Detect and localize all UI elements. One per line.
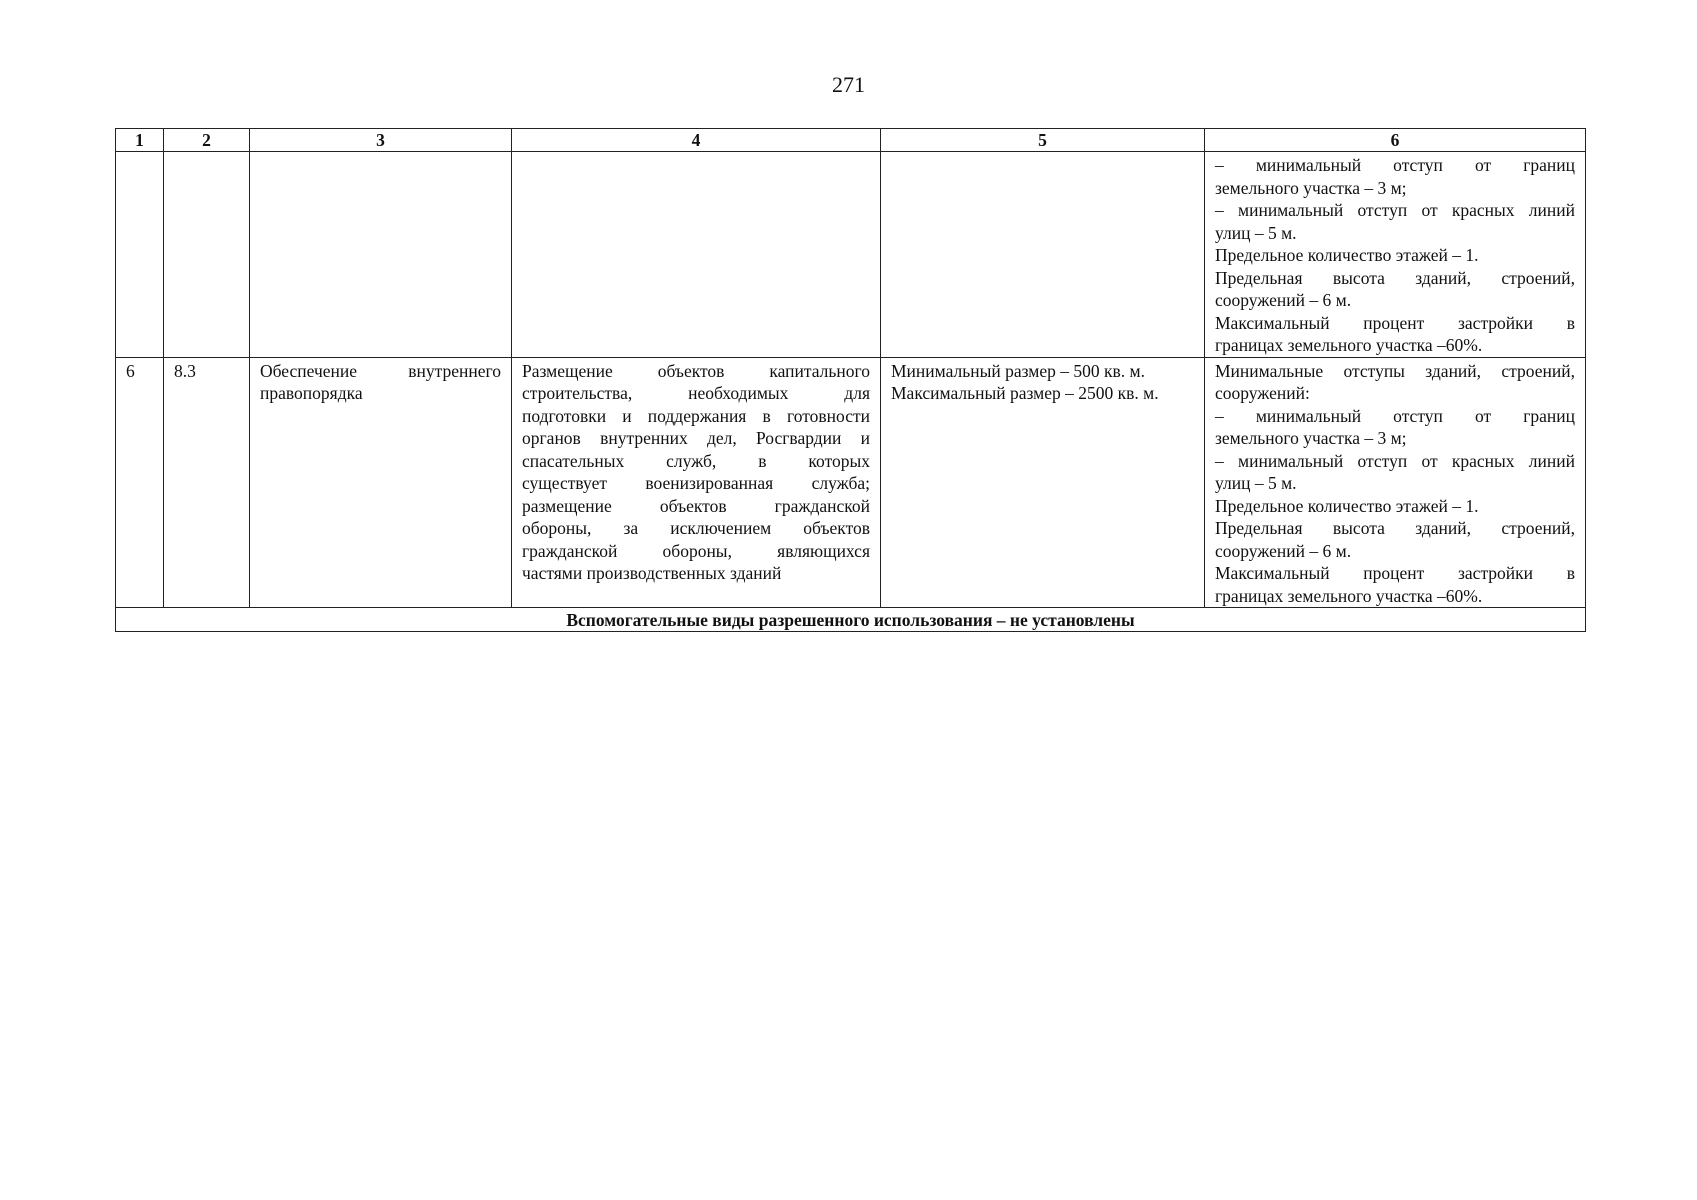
header-row — [116, 129, 1586, 152]
parameter-line: сооружений: — [1215, 383, 1310, 403]
plot-size-line: Максимальный размер – 2500 кв. м. — [891, 383, 1159, 403]
page-number: 271 — [832, 72, 865, 97]
description-line: частями производственных зданий — [522, 563, 782, 583]
cell-plot-size — [881, 357, 1205, 608]
cell-description — [512, 152, 881, 358]
cell-parameters — [1205, 152, 1586, 358]
parameter-line: Минимальные отступы зданий, строений, — [1215, 360, 1575, 381]
description-line: существует военизированная служба; — [522, 473, 870, 493]
description-line: гражданской обороны, являющихся — [522, 540, 870, 561]
column-header-2: 2 — [164, 129, 250, 152]
table-row — [116, 357, 1586, 608]
parameter-line: – минимальный отступ от красных линий — [1215, 450, 1575, 471]
cell-plot-size — [881, 152, 1205, 358]
cell-code: 8.3 — [164, 357, 250, 608]
parameter-line: – минимальный отступ от границ — [1215, 155, 1575, 175]
parameter-line: границах земельного участка –60%. — [1215, 585, 1483, 606]
parameter-line: Предельная высота зданий, строений, — [1215, 518, 1575, 538]
parameter-line: Максимальный процент застройки в — [1215, 312, 1575, 333]
parameter-line: улиц – 5 м. — [1215, 473, 1297, 493]
parameter-line: Предельная высота зданий, строений, — [1215, 267, 1575, 288]
parameter-line: сооружений – 6 м. — [1215, 540, 1352, 561]
description-line: обороны, за исключением объектов — [522, 518, 870, 538]
description-line: подготовки и поддержания в готовности — [522, 405, 870, 426]
parameter-line: земельного участка – 3 м; — [1215, 177, 1407, 198]
column-header-3: 3 — [250, 129, 512, 152]
parameter-line: улиц – 5 м. — [1215, 222, 1297, 243]
parameter-line: земельного участка – 3 м; — [1215, 428, 1407, 448]
description-line: органов внутренних дел, Росгвардии и — [522, 428, 870, 448]
description-line: спасательных служб, в которых — [522, 450, 870, 471]
auxiliary-uses-note: Вспомогательные виды разрешенного использования – не установлены — [116, 608, 1586, 632]
use-type-line: правопорядка — [260, 383, 363, 403]
parameter-line: Максимальный процент застройки в — [1215, 563, 1575, 583]
footer-row — [116, 608, 1586, 632]
cell-use-type — [250, 357, 512, 608]
cell-use-type — [250, 152, 512, 358]
parameter-line: Предельное количество этажей – 1. — [1215, 495, 1479, 516]
zoning-table — [115, 128, 1586, 632]
use-type-line: Обеспечение внутреннего — [260, 360, 501, 381]
description-line: строительства, необходимых для — [522, 383, 870, 403]
parameter-line: – минимальный отступ от границ — [1215, 405, 1575, 426]
parameter-line: – минимальный отступ от красных линий — [1215, 200, 1575, 220]
column-header-5: 5 — [881, 129, 1205, 152]
column-header-1: 1 — [116, 129, 164, 152]
description-line: Размещение объектов капитального — [522, 360, 870, 381]
description-line: размещение объектов гражданской — [522, 495, 870, 516]
cell-parameters — [1205, 357, 1586, 608]
cell-number — [116, 152, 164, 358]
parameter-line: сооружений – 6 м. — [1215, 290, 1352, 310]
parameter-line: Предельное количество этажей – 1. — [1215, 245, 1479, 265]
cell-description — [512, 357, 881, 608]
cell-code — [164, 152, 250, 358]
column-header-4: 4 — [512, 129, 881, 152]
parameter-line: границах земельного участка –60%. — [1215, 335, 1483, 355]
table-row-continuation — [116, 152, 1586, 358]
column-header-6: 6 — [1205, 129, 1586, 152]
plot-size-line: Минимальный размер – 500 кв. м. — [891, 360, 1145, 381]
cell-number: 6 — [116, 357, 164, 608]
